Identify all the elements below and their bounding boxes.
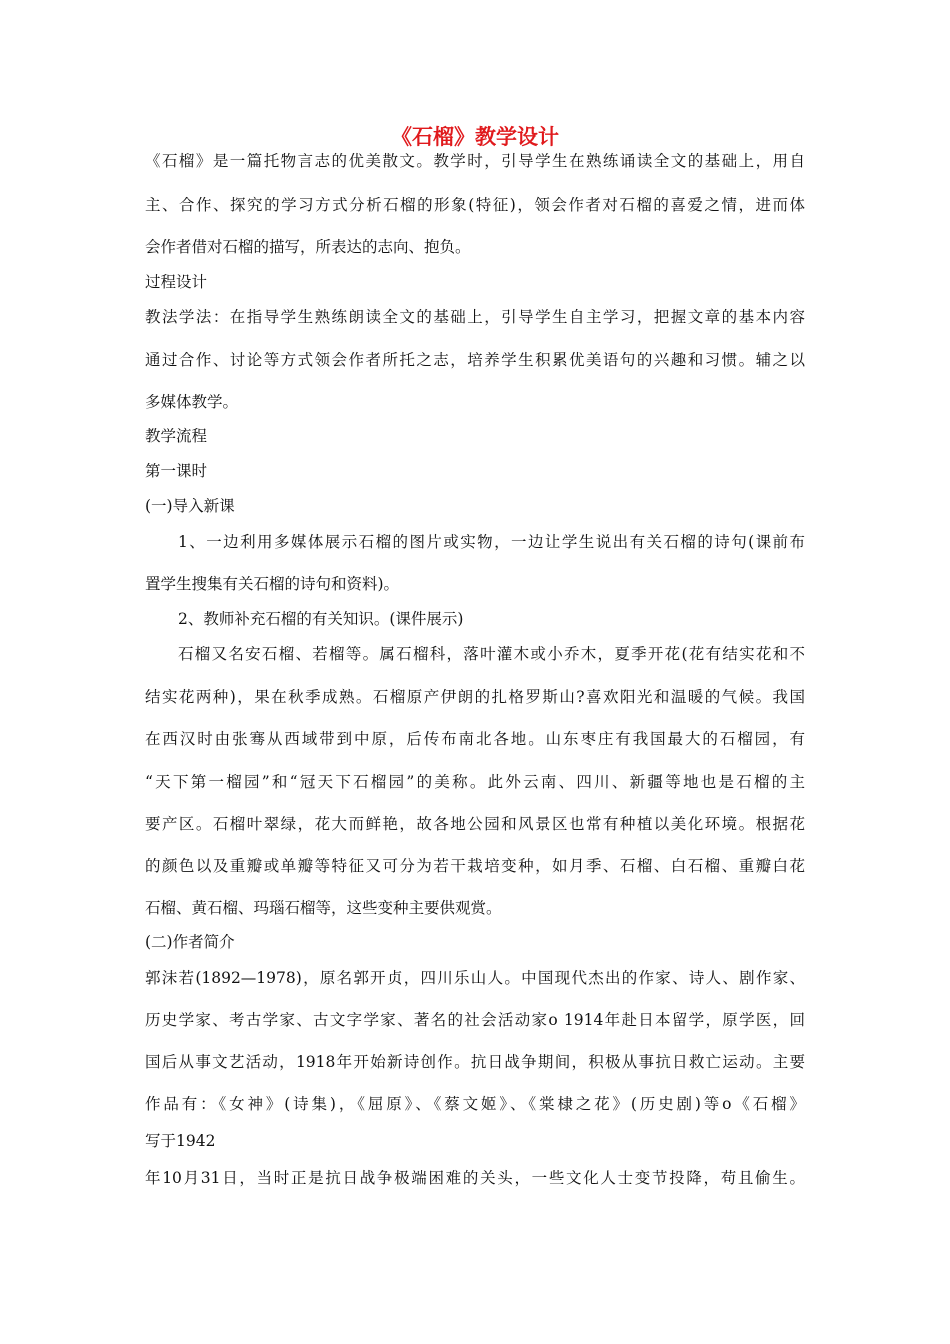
author-line-2: 历史学家、考古学家、古文字学家、著名的社会活动家ο 1914年赴日本留学，原学医，回 [145,1011,805,1029]
author-line-3: 国后从事文艺活动，1918年开始新诗创作。抗日战争期间，积极从事抗日救亡运动。主要 [145,1053,805,1071]
pomegranate-line-2: 结实花两种)，果在秋季成熟。石榴原产伊朗的扎格罗斯山?喜欢阳光和温暖的气候。我国 [145,688,805,706]
author-line-5: 写于1942 [145,1132,216,1150]
step1-line-2: 置学生搜集有关石榴的诗句和资料)。 [145,575,400,593]
intro-line-2: 主、合作、探究的学习方式分析石榴的形象(特征)，领会作者对石榴的喜爱之情，进而体 [145,196,805,214]
step2-line: 2、教师补充石榴的有关知识。(课件展示) [178,610,464,628]
pomegranate-line-7: 石榴、黄石榴、玛瑙石榴等，这些变种主要供观赏。 [145,899,502,917]
method-line-3: 多媒体教学。 [145,393,239,411]
pomegranate-line-6: 的颜色以及重瓣或单瓣等特征又可分为若干栽培变种，如月季、石榴、白石榴、重瓣白花 [145,857,805,875]
intro-line-1: 《石榴》是一篇托物言志的优美散文。教学时，引导学生在熟练诵读全文的基础上，用自 [145,152,805,170]
author-line-1: 郭沫若(1892—1978)，原名郭开贞，四川乐山人。中国现代杰出的作家、诗人、剧作家、 [145,969,805,987]
pomegranate-line-5: 要产区。石榴叶翠绿，花大而鲜艳，故各地公园和风景区也常有种植以美化环境。根据花 [145,815,805,833]
author-line-4: 作品有：《女神》(诗集)，《屈原》、《蔡文姬》、《棠棣之花》(历史剧)等ο《石榴》 [145,1095,805,1113]
method-line-1: 教法学法：在指导学生熟练朗读全文的基础上，引导学生自主学习，把握文章的基本内容 [145,308,805,326]
pomegranate-line-1: 石榴又名安石榴、若榴等。属石榴科，落叶灌木或小乔木，夏季开花(花有结实花和不 [178,645,805,663]
heading-process-design: 过程设计 [145,273,208,291]
method-line-2: 通过合作、讨论等方式领会作者所托之志，培养学生积累优美语句的兴趣和习惯。辅之以 [145,351,805,369]
heading-author-intro: (二)作者简介 [145,933,235,951]
intro-line-3: 会作者借对石榴的描写，所表达的志向、抱负。 [145,238,471,256]
pomegranate-line-4: “天下第一榴园”和“冠天下石榴园”的美称。此外云南、四川、新疆等地也是石榴的主 [145,773,805,791]
pomegranate-line-3: 在西汉时由张骞从西域带到中原，后传布南北各地。山东枣庄有我国最大的石榴园，有 [145,730,805,748]
document-title: 《石榴》教学设计 [391,124,559,149]
heading-introduction: (一)导入新课 [145,497,235,515]
step1-line-1: 1、一边利用多媒体展示石榴的图片或实物，一边让学生说出有关石榴的诗句(课前布 [178,533,805,551]
heading-teaching-flow: 教学流程 [145,427,208,445]
author-line-6: 年10月31日，当时正是抗日战争极端困难的关头，一些文化人士变节投降，苟且偷生。 [145,1169,805,1187]
heading-first-lesson: 第一课时 [145,462,208,480]
